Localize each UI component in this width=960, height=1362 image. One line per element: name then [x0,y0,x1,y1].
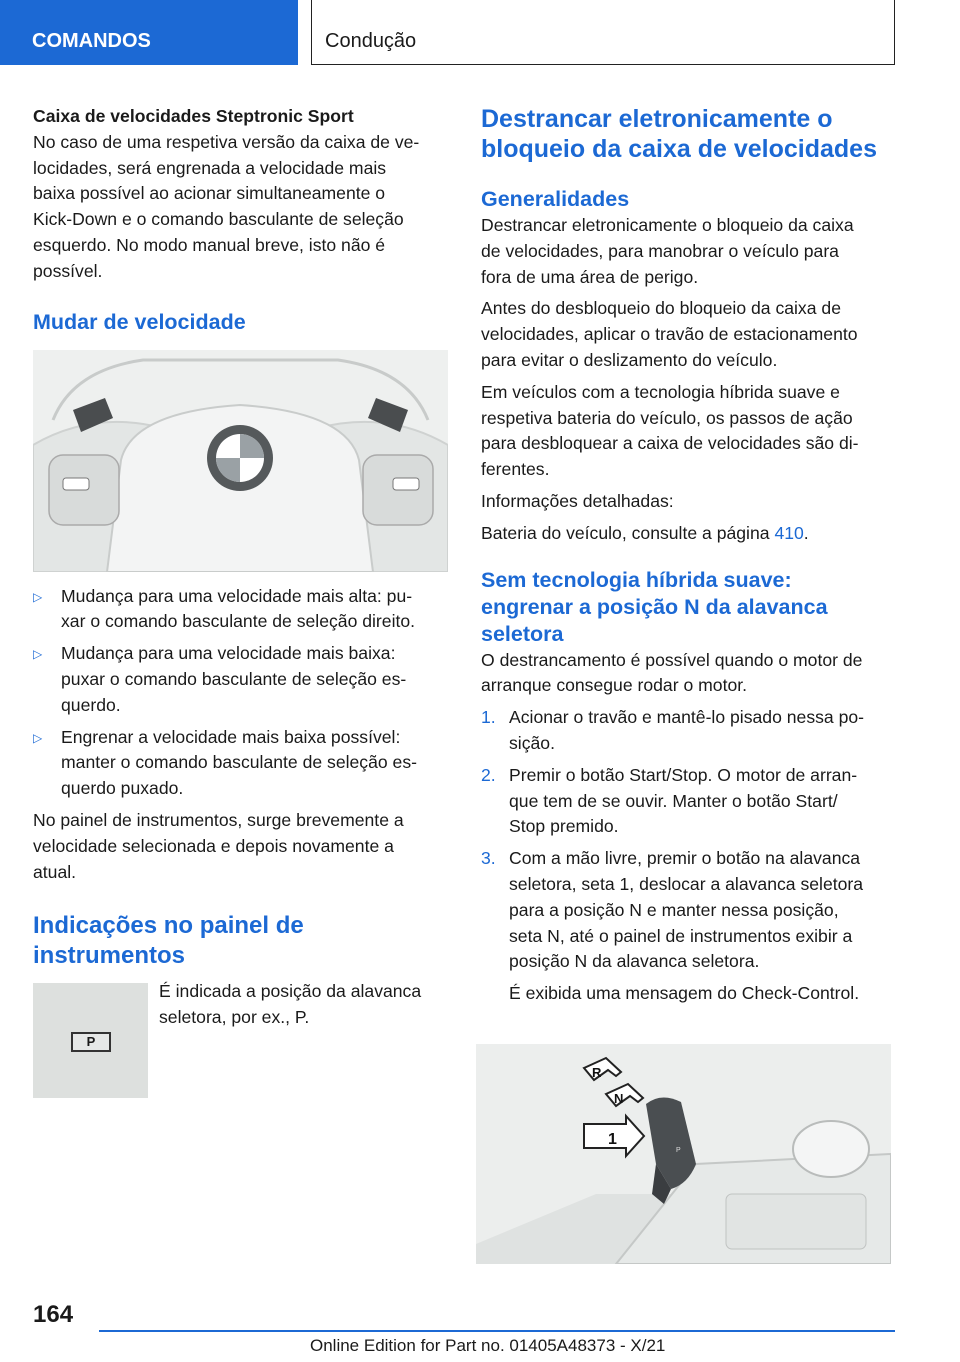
hybrid-intro: O destrancamento é possível quando o motor de arranque consegue rodar o motor. [481,649,863,696]
chapter-tab[interactable]: Condução [311,0,895,65]
list-item: 3. Com a mão livre, premir o botão na alavanca seletora, seta 1, deslocar a alavanca seletora para a posição N e manter nessa posição, seta N, até o painel de instrumentos exibir a posição N da alavanca seletora. É exibida uma mensagem do Check-Control. [481,846,896,1007]
gear-lever-image [476,1044,891,1264]
gear-p-symbol: P [71,1032,111,1052]
list-item: 1. Acionar o travão e mantê-lo pisado nessa po‐ sição. [481,707,865,753]
list-item: ▷ Engrenar a velocidade mais baixa possível: manter o comando basculante de seleção es‐ querdo puxado. [33,725,448,802]
page-number: 164 [33,1301,74,1328]
display-block [33,983,448,1098]
section-tab[interactable]: COMANDOS [0,0,298,65]
triangle-bullet-icon: ▷ [33,730,43,745]
general-heading: Generalidades [481,187,630,211]
triangle-bullet-icon: ▷ [33,647,43,662]
list-item: ▷ Mudança para uma velocidade mais baixa: puxar o comando basculante de seleção es‐ querdo. [33,641,448,718]
step3-note: É exibida uma mensagem do Check-Control. [509,983,860,1004]
paragraph-4: Informações detalhadas: [481,490,674,511]
instrument-display-paragraph: No painel de instrumentos, surge brevemente a velocidade selecionada e depois novamente a atual. [33,809,404,882]
footer-divider [99,1330,895,1332]
sport-heading: Caixa de velocidades Steptronic Sport [33,106,354,126]
display-heading: Indicações no painel de instrumentos [33,912,304,970]
paragraph-2: Antes do desbloqueio do bloqueio da caixa de velocidades, aplicar o travão de estacionamento para evitar o deslizamento do veículo. [481,298,858,370]
footer-edition: Online Edition for Part no. 01405A48373 - X/21 [310,1336,666,1355]
steering-wheel-image [33,350,448,572]
left-column [33,104,448,1098]
gear-display-image [33,983,148,1098]
display-text: É indicada a posição da alavanca seletora, por ex., P. [159,981,422,1028]
shift-heading: Mudar de velocidade [33,309,246,334]
arrow-r-label: R [592,1065,602,1080]
lever-p-label: P [676,1147,681,1154]
arrow-1-label: 1 [608,1131,617,1148]
list-item: 2. Premir o botão Start/Stop. O motor de arran‐ que tem de se ouvir. Manter o botão Start/ Stop premido. [481,764,858,837]
page-link[interactable]: 410 [774,522,804,543]
triangle-bullet-icon: ▷ [33,589,43,604]
paragraph-5: Bateria do veículo, consulte a página 410. [481,522,809,543]
right-column [481,104,896,1013]
hybrid-heading: Sem tecnologia híbrida suave: engrenar a posição N da alavanca seletora [481,567,828,646]
unlock-heading: Destrancar eletronicamente o bloqueio da caixa de velocidades [481,105,877,163]
shift-bullet-list [33,584,448,802]
paragraph-3: Em veículos com a tecnologia híbrida suave e respetiva bateria do veículo, os passos de ação para desbloquear a caixa de velocidades são di‐ ferentes. [481,381,859,480]
paragraph-1: Destrancar eletronicamente o bloqueio da caixa de velocidades, para manobrar o veículo para fora de uma área de perigo. [481,215,854,287]
sport-paragraph: No caso de uma respetiva versão da caixa de ve‐ locidades, será engrenada a velocidade mais baixa possível ao acionar simultaneamente o Kick-Down e o comando basculante de seleção esquerdo. No modo manual breve, isto não é possível. [33,131,420,281]
steps-list [481,705,896,1007]
arrow-n-label: N [614,1091,624,1106]
list-item: ▷ Mudança para uma velocidade mais alta: pu‐ xar o comando basculante de seleção direito. [33,584,448,636]
